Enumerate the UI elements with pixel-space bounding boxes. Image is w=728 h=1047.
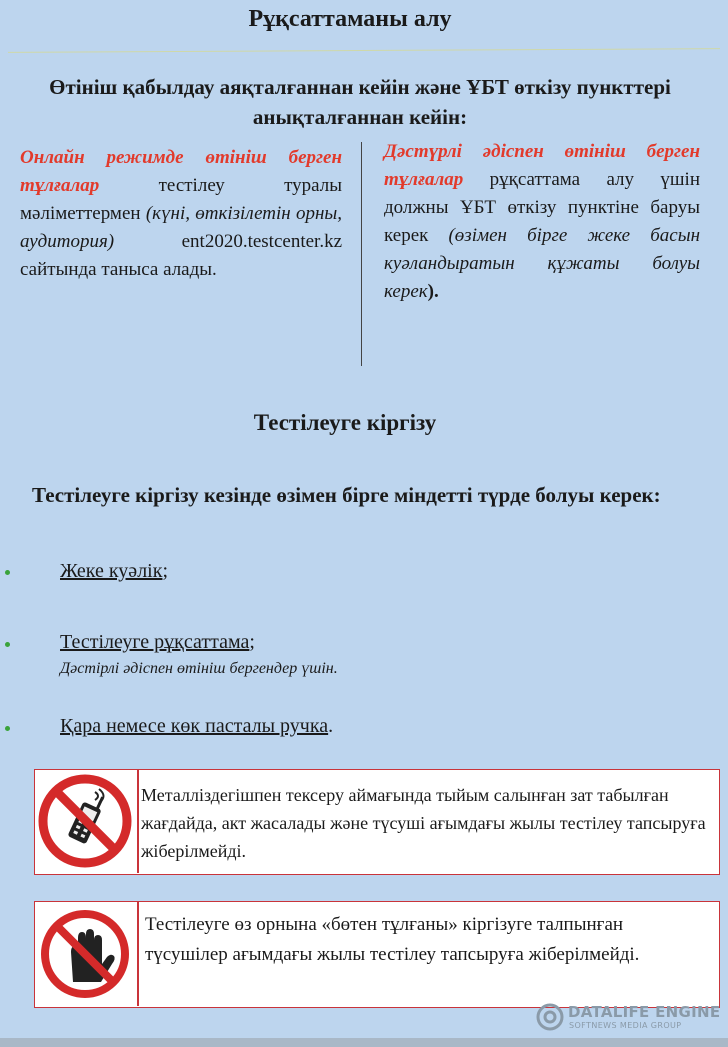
column-divider bbox=[361, 142, 362, 366]
online-applicants-label: Онлайн режимде өтініш берген тұлғалар bbox=[20, 147, 342, 196]
list-item-text: Қара немесе көк пасталы ручка bbox=[60, 715, 329, 737]
list-item-permit bbox=[60, 631, 255, 654]
bullet-dot bbox=[5, 642, 10, 647]
watermark-sub: SOFTNEWS MEDIA GROUP bbox=[569, 1021, 682, 1030]
list-item-text: Тестілеуге рұқсаттама bbox=[60, 631, 250, 653]
notice-text: Металліздегішпен тексеру аймағында тыйым салынған зат табылған жағдайда, акт жасалады және түсуші ағымдағы жылы тестілеу тапсыруға жіберілмейді. bbox=[141, 785, 706, 861]
list-item-text: Жеке куәлік bbox=[60, 560, 163, 582]
card-divider bbox=[137, 770, 139, 873]
online-text-2: ent2020.testcenter.kz сайтында таныса алады. bbox=[20, 231, 342, 280]
list-item-id-card bbox=[60, 560, 168, 583]
bullet-dot bbox=[5, 570, 10, 575]
no-hand-icon bbox=[35, 902, 135, 1006]
requirement-text: Тестілеуге кіргізу кезінде өзімен бірге міндетті түрде болуы керек: bbox=[32, 483, 661, 507]
bullet-dot bbox=[5, 726, 10, 731]
no-phone-icon bbox=[35, 770, 135, 873]
online-applicants-column bbox=[20, 144, 342, 284]
page-title: Рұқсаттаманы алу bbox=[248, 6, 452, 32]
traditional-details-italic: (өзімен бірге жеке басын куәландыратын құжаты болуы керек bbox=[384, 225, 701, 302]
traditional-text-1: рұқсаттама алу үшін должны ҰБТ өткізу пунктіне баруы керек bbox=[384, 169, 700, 246]
traditional-close: ). bbox=[427, 281, 439, 302]
list-item-pen bbox=[60, 715, 333, 738]
list-item-suffix: ; bbox=[249, 631, 255, 653]
datalife-logo-icon bbox=[536, 1003, 564, 1031]
traditional-applicants-column bbox=[384, 138, 700, 306]
list-item-suffix: ; bbox=[162, 560, 169, 582]
permit-note: Дәстірлі әдіспен өтініш бергендер үшін. bbox=[60, 660, 338, 677]
traditional-applicants-label: Дәстүрлі әдіспен өтініш берген тұлғалар bbox=[384, 141, 700, 190]
bottom-bar bbox=[0, 1038, 728, 1047]
card-divider bbox=[137, 902, 139, 1006]
online-text-1: тестілеу туралы мәліметтермен bbox=[20, 175, 342, 224]
online-details-italic: (күні, өткізілетін орны, аудитория) bbox=[20, 203, 342, 252]
watermark-main: DATALIFE ENGINE bbox=[568, 1003, 721, 1021]
list-item-suffix: . bbox=[328, 715, 334, 737]
notice-card-impersonation bbox=[34, 901, 720, 1008]
section2-title: Тестілеуге кіргізу bbox=[253, 410, 437, 435]
notice-text: Тестілеуге өз орнына «бөтен тұлғаны» кіргізуге талпынған түсушілер ағымдағы жылы тестілеу тапсыруға жіберілмейді. bbox=[145, 914, 640, 965]
section-subheading: Өтініш қабылдау аяқталғаннан кейін және ҰБТ өткізу пункттері анықталғаннан кейін: bbox=[49, 75, 671, 129]
notice-card-metal-detector bbox=[34, 769, 720, 875]
title-divider bbox=[8, 48, 720, 53]
